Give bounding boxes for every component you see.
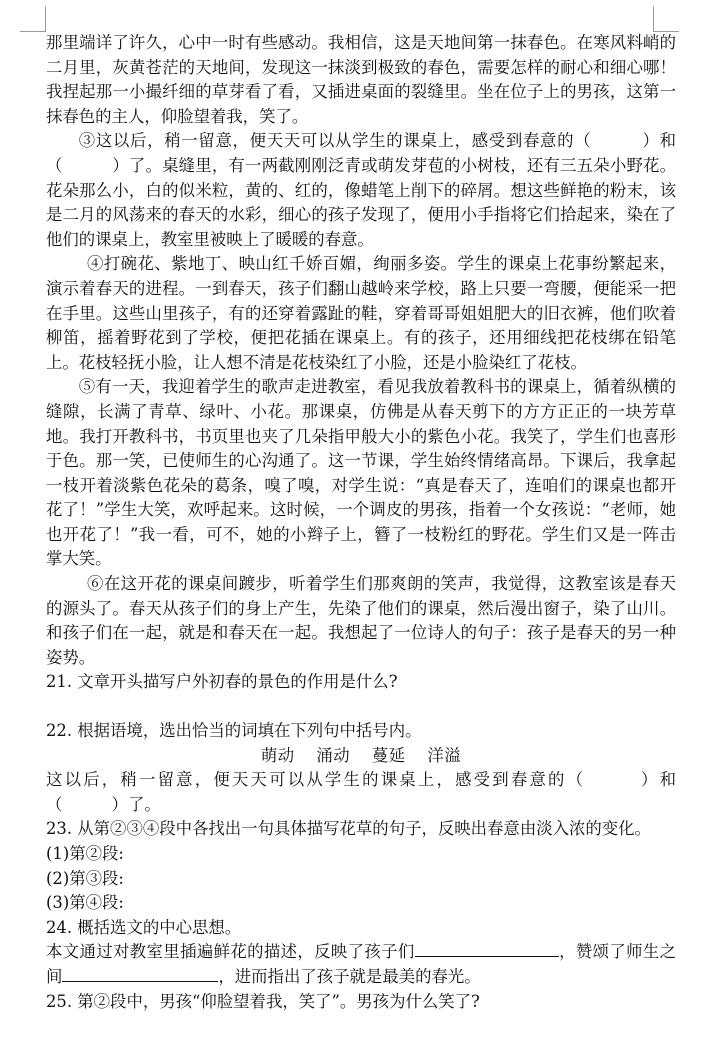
question-23-item-2: (2)第③段: (46, 868, 124, 888)
word-choices (46, 744, 676, 769)
crop-mark-top-left-vertical (45, 6, 46, 32)
passage-paragraph-5: ⑤有一天，我迎着学生的歌声走进教室，看见我放着教科书的课桌上，循着纵横的缝隙，长满了青草、绿叶、小花。那课桌，仿佛是从春天剪下的方方正正的一块芳草地。我打开教科书，书页里也夹了几朵指甲般大小的紫色小花。我笑了，学生们也喜形于色。那一笑，已使师生的心沟通了。这一节课，学生始终情绪高昂。下课后，我拿起一枝开着淡紫色花朵的葛条，嗅了嗅，对学生说：“真是春天了，连咱们的课桌也都开花了！”学生大笑，欢呼起来。这时候，一个调皮的男孩，指着一个女孩说：“老师，她也开花了！”我一看，可不，她的小辫子上，簪了一枝粉红的野花。学生们又是一阵击掌大笑。 (46, 377, 676, 569)
word-choice: 洋溢 (427, 745, 462, 765)
question-22: 22. 根据语境，选出恰当的词填在下列句中括号内。 (46, 721, 422, 741)
question-23: 23. 从第②③④段中各找出一句具体描写花草的句子，反映出春意由淡入浓的变化。 (46, 819, 651, 839)
passage-paragraph-2-end: 那里端详了许久，心中一时有些感动。我相信，这是天地间第一抹春色。在寒风料峭的二月里，灰黄苍茫的天地间，发现这一抹淡到极致的春色，需要怎样的耐心和细心哪！我捏起那一小撮纤细的草芽看了看，又插进桌面的裂缝里。坐在位子上的男孩，这第一抹春色的主人，仰脸望着我，笑了。 (46, 33, 676, 126)
question-24-text-3: ，进而指出了孩子就是最美的春光。 (218, 966, 481, 986)
answer-space-21 (46, 695, 676, 719)
question-24-text-1: 本文通过对教室里插遍鲜花的描述，反映了孩子们 (46, 942, 415, 962)
question-21: 21. 文章开头描写户外初春的景色的作用是什么? (46, 672, 398, 692)
passage-paragraph-4: ④打碗花、紫地丁、映山红千娇百媚，绚丽多姿。学生的课桌上花事纷繁起来，演示着春天的进程。一到春天，孩子们翻山越岭来学校，路上只要一弯腰，便能采一把在手里。这些山里孩子，有的还穿着露趾的鞋，穿着哥哥姐姐肥大的旧衣裤，他们吹着柳笛，摇着野花到了学校，便把花插在课桌上。有的孩子，还用细线把花枝绑在铅笔上。花枝轻抚小脸，让人想不清是花枝染红了小脸，还是小脸染红了花枝。 (46, 254, 676, 372)
question-22-sentence: 这以后，稍一留意，便天天可以从学生的课桌上，感受到春意的（ ）和（ ）了。 (46, 770, 676, 814)
passage-paragraph-6: ⑥在这开花的课桌间踱步，听着学生们那爽朗的笑声，我觉得，这教室该是春天的源头了。春天从孩子们的身上产生，先染了他们的课桌，然后漫出窗子，染了山川。和孩子们在一起，就是和春天在一起。我想起了一位诗人的句子：孩子是春天的另一种姿势。 (46, 574, 676, 667)
crop-mark-top-right-vertical (653, 6, 654, 32)
word-choice: 涌动 (316, 745, 351, 765)
word-choice: 萌动 (260, 745, 295, 765)
question-24-fill-sentence (46, 940, 676, 989)
word-choice: 蔓延 (371, 745, 406, 765)
passage-paragraph-3: ③这以后，稍一留意，便天天可以从学生的课桌上，感受到春意的（ ）和（ ）了。桌缝里，有一两截刚刚泛青或萌发芽苞的小树枝，还有三五朵小野花。花朵那么小，白的似米粒，黄的、红的，像蜡笔上削下的碎屑。想这些鲜艳的粉末，该是二月的风荡来的春天的水彩，细心的孩子发现了，便用小手指将它们拾起来，染在了他们的课桌上，教室里被映上了暖暖的春意。 (46, 131, 676, 249)
question-23-item-1: (1)第②段: (46, 844, 124, 863)
question-24: 24. 概括选文的中心思想。 (46, 917, 242, 937)
crop-mark-top-left-horizontal (20, 31, 46, 32)
question-24-text-2: ，赞颂了师生之间 (46, 942, 677, 986)
question-23-item-3: (3)第④段: (46, 893, 124, 913)
question-25: 25. 第②段中，男孩“仰脸望着我，笑了”。男孩为什么笑了? (46, 991, 480, 1011)
document-page (46, 31, 676, 1014)
answer-blank-2[interactable] (62, 965, 218, 982)
answer-blank-1[interactable] (415, 940, 559, 957)
